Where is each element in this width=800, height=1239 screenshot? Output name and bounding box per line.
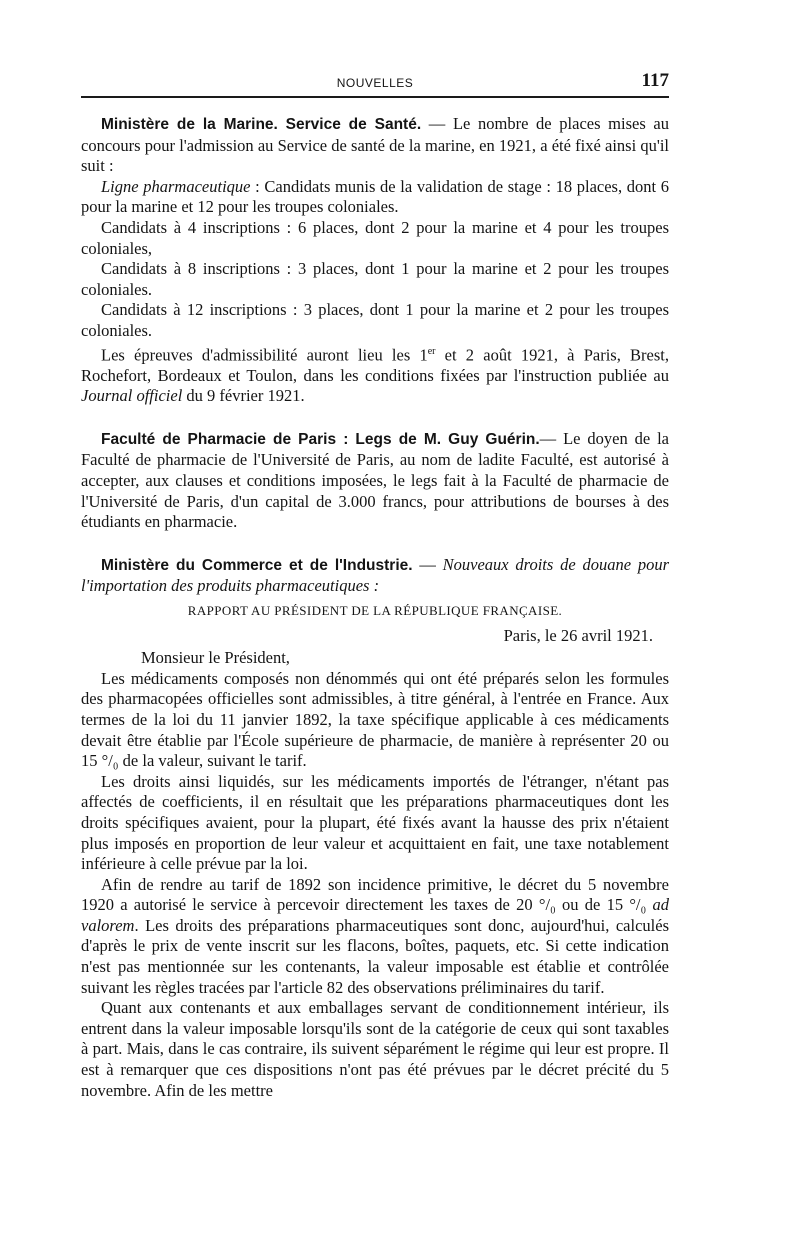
commerce-subtitle: Nouveaux droits de douane pour l'importation des produits pharmaceutiques :: [81, 554, 669, 596]
marine-line-12: Candidats à 12 inscriptions : 3 places, dont 1 pour la marine et 2 pour les troupes coloniales.: [81, 300, 669, 340]
journal-officiel: Journal officiel: [81, 386, 183, 406]
marine-epreuves: Les épreuves d'admissibilité auront lieu les 1er et 2 août 1921, à Paris, Brest, Rochefort, Bordeaux et Toulon, dans les conditions fixées par l'instruction publiée au Journal officiel du 9 février 1921.: [81, 345, 669, 406]
marine-heading: Ministère de la Marine. Service de Santé.: [101, 116, 422, 133]
salutation: Monsieur le Président,: [141, 648, 290, 668]
running-title: NOUVELLES: [336, 76, 414, 90]
commerce-paragraph-2: Les droits ainsi liquidés, sur les médicaments importés de l'étranger, n'étant pas affectés de coefficients, il en résultait que les préparations pharmaceutiques dont les droits spécifiques avaient, pour la plupart, été fixés avant la hausse des prix n'étaient plus imposés en proportion de leur valeur et acquittaient en fait, une taxe notablement inférieure à celle prévue par la loi.: [81, 771, 669, 874]
marine-line-pharma: Ligne pharmaceutique : Candidats munis de la validation de stage : 18 places, dont 6 pour la marine et 12 pour les troupes coloniales.: [81, 176, 669, 217]
marine-intro: Ministère de la Marine. Service de Santé. — Le nombre de places mises au concours pour l'admission au Service de santé de la marine, en 1921, a été fixé ainsi qu'il suit :: [81, 114, 669, 176]
header-rule: [81, 96, 669, 98]
commerce-paragraph-4: Quant aux contenants et aux emballages servant de conditionnement intérieur, ils entrent dans la valeur imposable lorsqu'ils sont de la catégorie de ceux qui sont taxables à part. Mais, dans le cas contraire, ils suivent séparément le régime qui leur est propre. Il est à remarquer que ces dispositions n'ont pas été prévues par le décret précité du 5 novembre. Afin de les mettre: [81, 998, 669, 1100]
commerce-paragraph-3: Afin de rendre au tarif de 1892 son incidence primitive, le décret du 5 novembre 1920 a autorisé le service à percevoir directement les taxes de 20 °/₀ ou de 15 °/₀ ad valorem. Les droits des préparations pharmaceutiques sont donc, aujourd'hui, calculés d'après le prix de vente inscrit sur les flacons, boîtes, paquets, etc. Si cette indication n'est pas mentionnée sur les contenants, la valeur imposable est établie et contrôlée suivant les règles tracées par l'article 82 des observations préliminaires du tarif.: [81, 874, 669, 997]
commerce-heading: Ministère du Commerce et de l'Industrie.: [101, 556, 413, 574]
article-faculte: [81, 429, 669, 533]
marine-line-8: Candidats à 8 inscriptions : 3 places, dont 1 pour la marine et 2 pour les troupes coloniales.: [81, 259, 669, 299]
ad-valorem: ad valorem: [81, 895, 669, 935]
journal-page: [81, 62, 669, 1101]
marine-line-4: Candidats à 4 inscriptions : 6 places, dont 2 pour la marine et 4 pour les troupes coloniales,: [81, 217, 669, 258]
faculte-body: Faculté de Pharmacie de Paris : Legs de M. Guy Guérin.— Le doyen de la Faculté de pharmacie de l'Université de Paris, au nom de ladite Faculté, est autorisé à accepter, aux clauses et conditions imposées, le legs fait à la Faculté de pharmacie de l'Université de Paris, d'un capital de 3.000 francs, pour attributions de bourses à des étudiants en pharmacie.: [81, 428, 669, 532]
commerce-paragraph-1: Les médicaments composés non dénommés qui ont été préparés selon les formules des pharmacopées officielles sont admissibles, à titre général, à l'entrée en France. Aux termes de la loi du 11 janvier 1892, la taxe spécifique applicable à ces médicaments devait être établie par l'École supérieure de pharmacie, de manière à représenter 20 ou 15 °/₀ de la valeur, suivant le tarif.: [81, 668, 669, 771]
article-commerce: [81, 555, 669, 1101]
letter-date: Paris, le 26 avril 1921.: [503, 625, 653, 645]
article-marine: [81, 114, 669, 407]
page-header: [81, 62, 669, 90]
ligne-pharmaceutique-label: Ligne pharmaceutique: [101, 176, 251, 196]
rapport-heading: RAPPORT AU PRÉSIDENT DE LA RÉPUBLIQUE FRANÇAISE.: [187, 602, 563, 618]
faculte-heading: Faculté de Pharmacie de Paris : Legs de M. Guy Guérin.: [101, 430, 540, 448]
page-number: 117: [641, 70, 669, 91]
commerce-intro: Ministère du Commerce et de l'Industrie. — Nouveaux droits de douane pour l'importation des produits pharmaceutiques :: [81, 554, 669, 596]
